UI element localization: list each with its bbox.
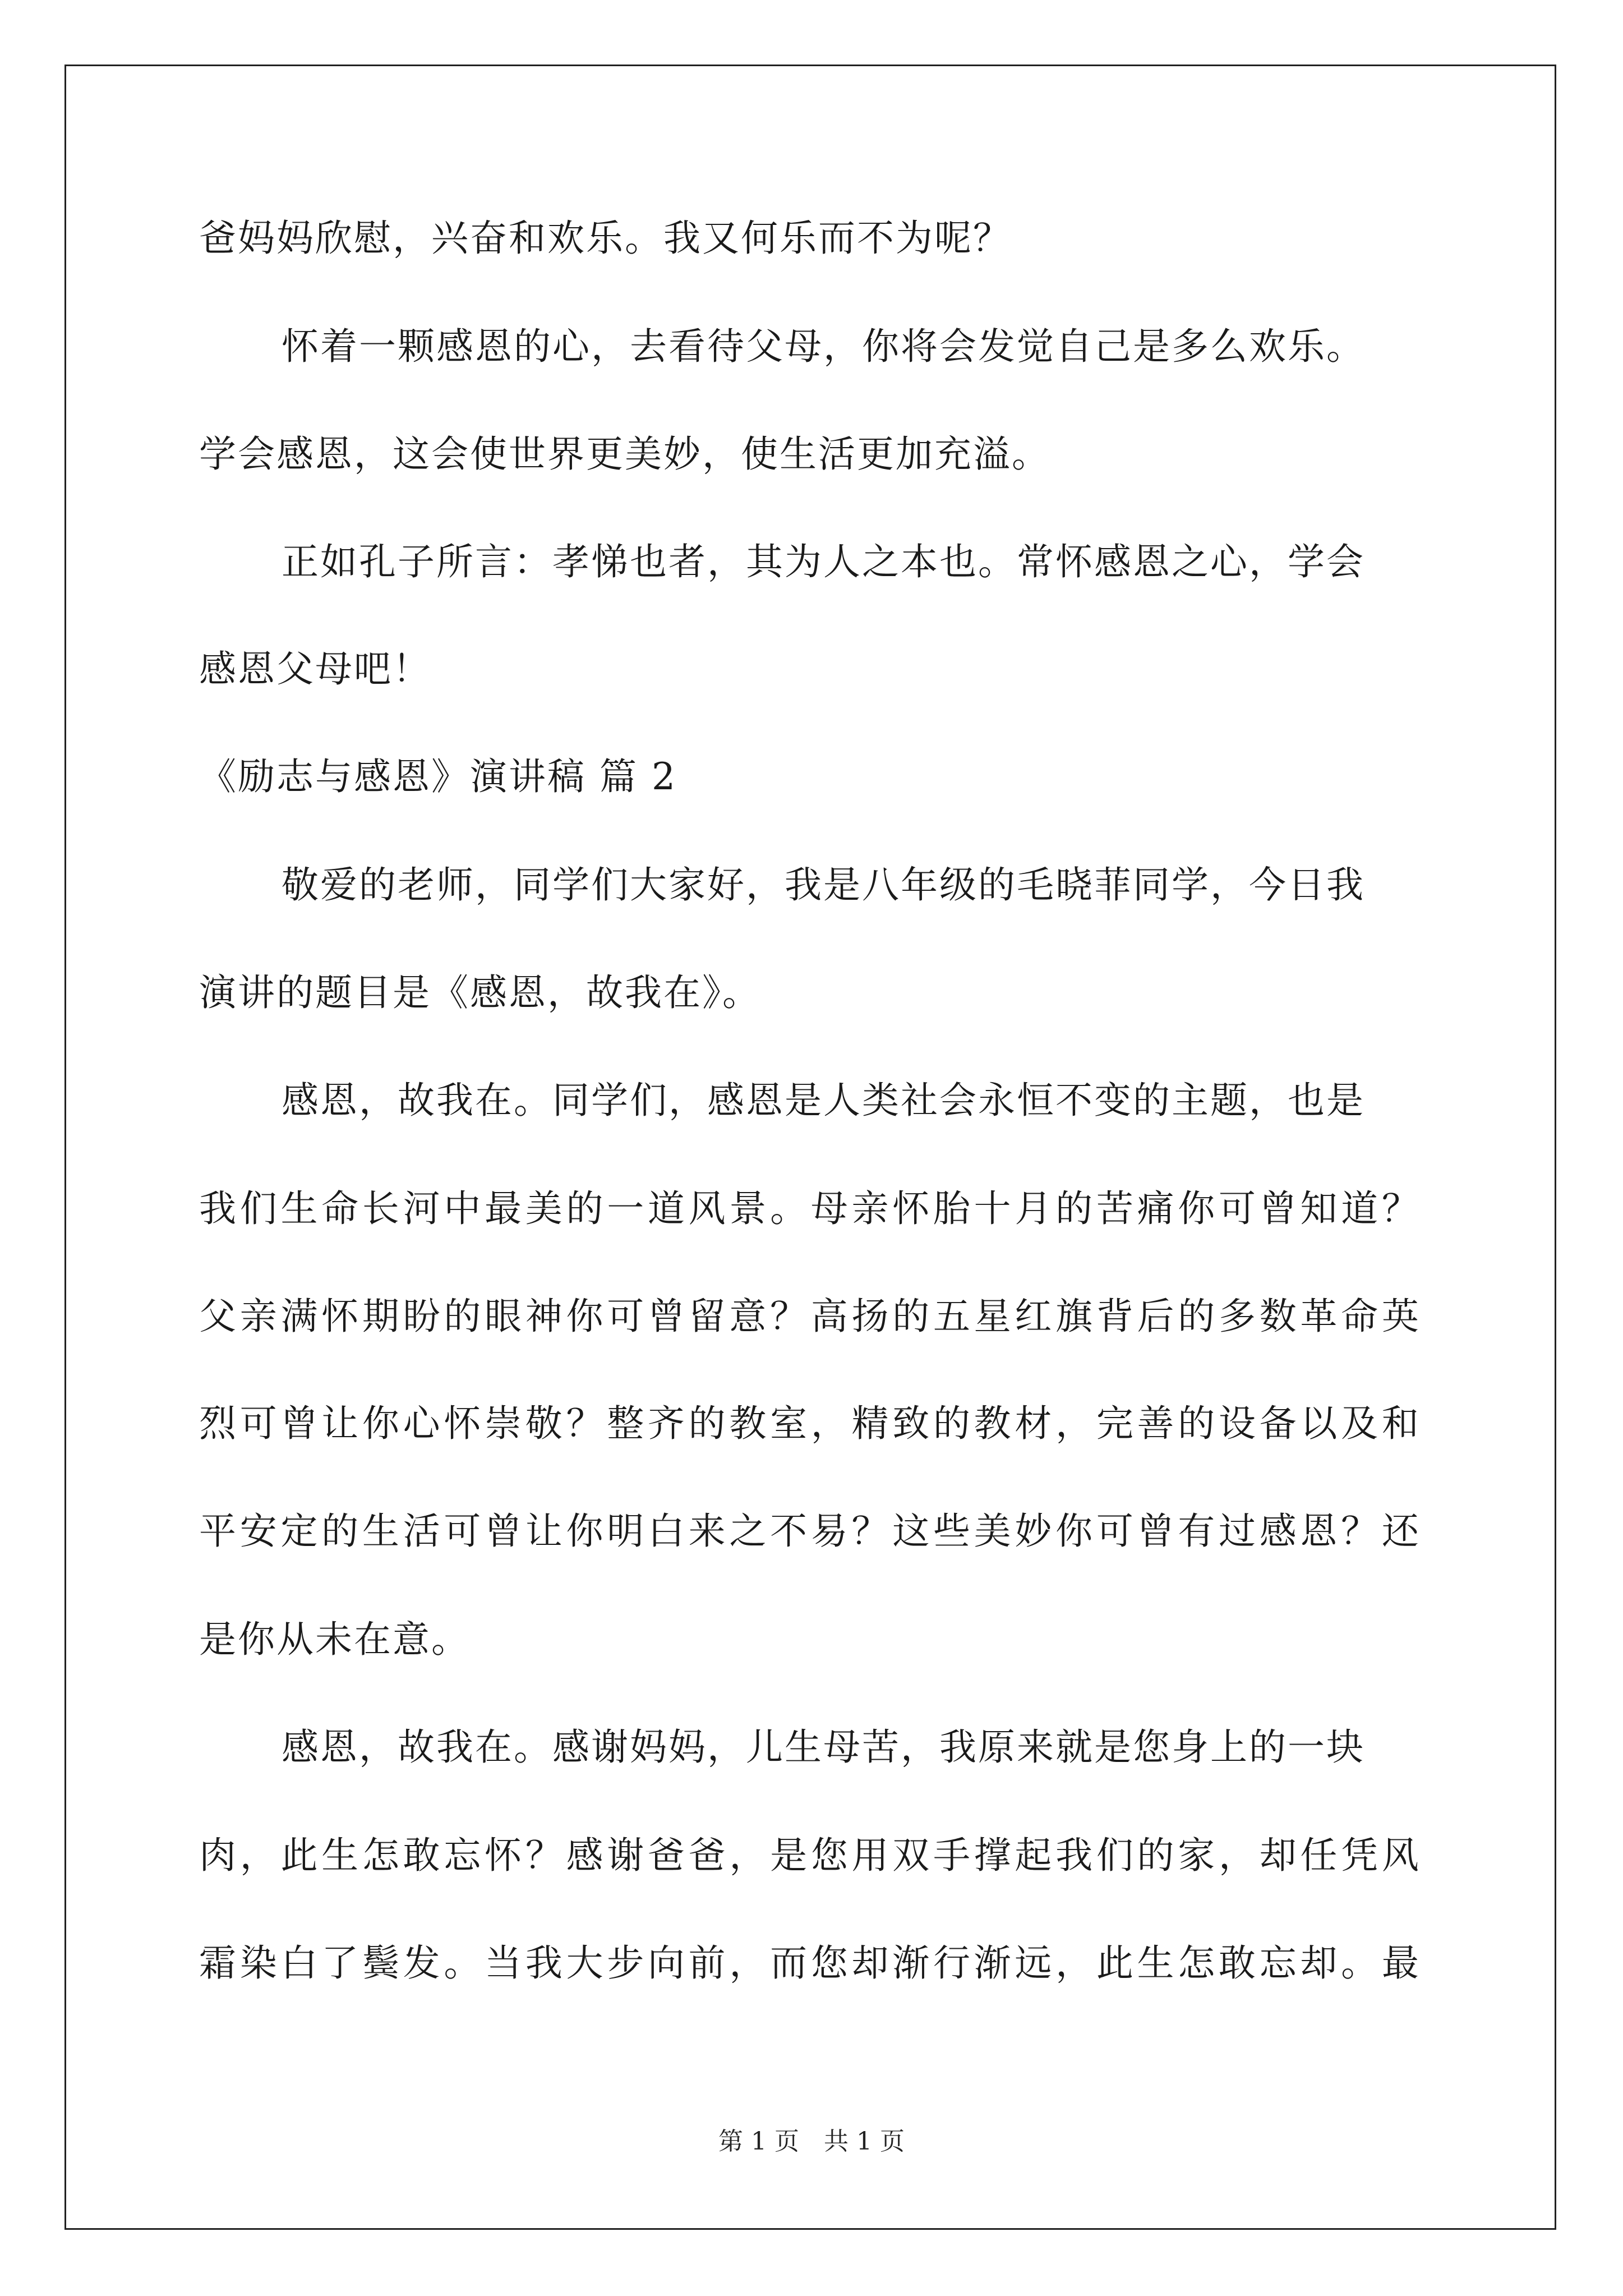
- text-line-9: 感恩，故我在。同学们，感恩是人类社会永恒不变的主题，也是: [282, 1079, 1365, 1122]
- text-line-2: 怀着一颗感恩的心，去看待父母，你将会发觉自己是多么欢乐。: [282, 325, 1365, 368]
- text-line-5: 感恩父母吧！: [199, 647, 431, 691]
- text-line-11: 父 亲 满 怀 期 盼 的 眼 神 你 可 曾 留 意 ？ 高 扬 的 五 星 红 旗 背 后 的 多 数 革 命 英: [199, 1295, 1419, 1338]
- text-line-8: 演讲的题目是《感恩，故我在》。: [199, 971, 761, 1014]
- text-line-13: 平 安 定 的 生 活 可 曾 让 你 明 白 来 之 不 易 ？ 这 些 美 妙 你 可 曾 有 过 感 恩 ？ 还: [199, 1510, 1419, 1553]
- section-heading: 《励志与感恩》演讲稿 篇 2: [199, 755, 677, 798]
- text-line-14: 是你从未在意。: [199, 1618, 470, 1661]
- text-line-7: 敬爱的老师，同学们大家好，我是八年级的毛晓菲同学，今日我: [282, 863, 1365, 907]
- text-line-15: 感恩，故我在。感谢妈妈，儿生母苦，我原来就是您身上的一块: [282, 1726, 1365, 1769]
- text-line-4: 正如孔子所言：孝悌也者，其为人之本也。常怀感恩之心，学会: [282, 540, 1365, 583]
- text-line-12: 烈 可 曾 让 你 心 怀 崇 敬 ？ 整 齐 的 教 室 ， 精 致 的 教 材 ， 完 善 的 设 备 以 及 和: [199, 1402, 1419, 1445]
- text-line-17: 霜 染 白 了 鬓 发 。 当 我 大 步 向 前 ， 而 您 却 渐 行 渐 远 ， 此 生 怎 敢 忘 却 。 最: [199, 1941, 1419, 1985]
- page-border: [64, 65, 1556, 2230]
- text-line-3: 学会感恩，这会使世界更美妙，使生活更加充溢。: [199, 432, 1050, 476]
- text-line-16: 肉 ， 此 生 怎 敢 忘 怀 ？ 感 谢 爸 爸 ， 是 您 用 双 手 撑 起 我 们 的 家 ， 却 任 凭 风: [199, 1834, 1419, 1877]
- page-footer: 第 1 页 共 1 页: [718, 2127, 905, 2156]
- text-line-1: 爸妈妈欣慰，兴奋和欢乐。我又何乐而不为呢？: [199, 217, 1012, 260]
- text-line-10: 我 们 生 命 长 河 中 最 美 的 一 道 风 景 。 母 亲 怀 胎 十 月 的 苦 痛 你 可 曾 知 道 ？: [199, 1187, 1419, 1230]
